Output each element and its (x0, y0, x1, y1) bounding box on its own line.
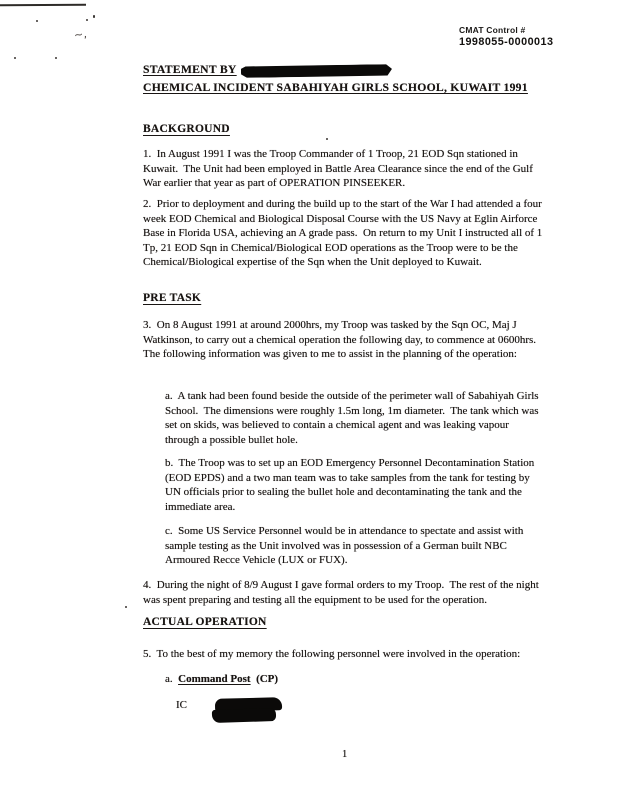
paragraph-3: 3. On 8 August 1991 at around 2000hrs, my Troop was tasked by the Sqn OC, Maj J Watkinson, to carry out a chemical operation the following day, to commence at 0600hrs. The following information was given to me to assist in the planning of the operation: (143, 319, 542, 361)
ic-role-label: IC (176, 699, 187, 711)
scan-speck (326, 138, 328, 140)
subject-title: CHEMICAL INCIDENT SABAHIYAH GIRLS SCHOOL, KUWAIT 1991 (143, 81, 528, 94)
cmat-control-number: 1998055-0000013 (459, 36, 554, 48)
redaction-block-ic-name (212, 698, 286, 732)
paragraph-2: 2. Prior to deployment and during the build up to the start of the War I had attended a four week EOD Chemical and Biological Disposal Course with the US Navy at Eglin Airforce Base in Florida USA, achieving an A grade pass. On return to my Unit I instructed all of 1 Tp, 21 EOD Sqn in Chemical/Biological EOD operations as the Troop were to be the Chemical/Biological expertise of the Sqn when the Unit deployed to Kuwait. (143, 198, 545, 269)
paragraph-3a: a. A tank had been found beside the outside of the perimeter wall of Sabahiyah Girls School. The dimensions were roughly 1.5m long, 1m diameter. The tank which was set on skids, was believed to contain a chemical agent and was leaking vapour through a possible bullet hole. (165, 390, 542, 446)
command-post-line (165, 672, 278, 687)
cmat-control-block (459, 25, 553, 49)
paragraph-3b: b. The Troop was to set up an EOD Emergency Personnel Decontamination Station (EOD EPDS) and a two man team was to take samples from the tank for testing by UN officials prior to sealing the bullet hole and decontaminating the tank and the immediate area. (165, 457, 538, 513)
redaction-bar-name (241, 64, 392, 78)
heading-actual-operation: ACTUAL OPERATION (143, 616, 267, 628)
scan-artifact-line (0, 4, 86, 6)
command-post-label: Command Post (178, 673, 251, 685)
scan-speck (55, 57, 57, 59)
paragraph-4: 4. During the night of 8/9 August I gave formal orders to my Troop. The rest of the night was spent preparing and testing all the equipment to be used for the operation. (143, 579, 542, 606)
scan-speck (36, 20, 38, 22)
cmat-control-label: CMAT Control # (459, 25, 526, 35)
statement-by-text: STATEMENT BY (143, 63, 237, 76)
scan-speck (14, 57, 16, 59)
command-post-abbr: (CP) (256, 673, 279, 685)
paragraph-5: 5. To the best of my memory the following personnel were involved in the operation: (143, 648, 521, 660)
scan-speck (93, 15, 95, 18)
paragraph-1: 1. In August 1991 I was the Troop Commander of 1 Troop, 21 EOD Sqn stationed in Kuwait. The Unit had been employed in Battle Area Clearance since the end of the Gulf War earlier that year as part of OPERATION PINSEEKER. (143, 148, 536, 190)
heading-background: BACKGROUND (143, 123, 230, 135)
scan-squiggle-mark: ~‚ (73, 27, 88, 42)
scan-speck (86, 19, 88, 21)
redaction-stroke (212, 708, 276, 723)
heading-pre-task: PRE TASK (143, 292, 202, 304)
scan-speck (125, 606, 127, 608)
statement-title-line (143, 63, 392, 78)
page-number: 1 (342, 749, 348, 760)
command-post-letter: a. (165, 673, 173, 685)
paragraph-3c: c. Some US Service Personnel would be in attendance to spectate and assist with sample testing as the Unit involved was in possession of a German built NBC Armoured Recce Vehicle (LUX or FUX). (165, 525, 527, 567)
